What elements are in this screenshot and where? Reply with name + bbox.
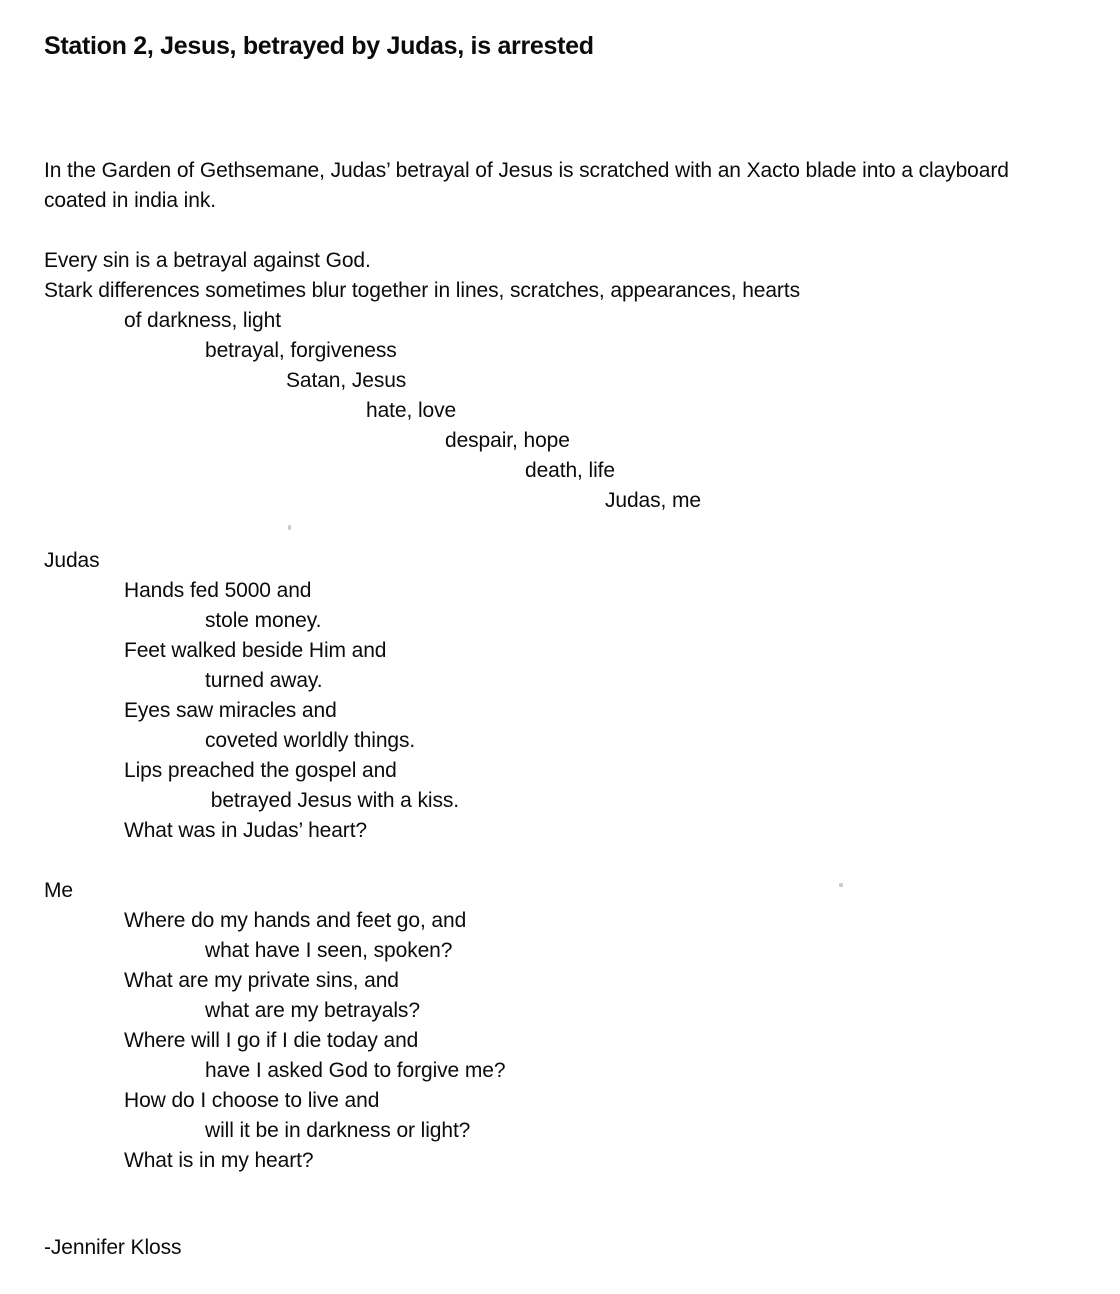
scan-speck — [288, 525, 291, 530]
poem-line: Eyes saw miracles and — [124, 699, 337, 722]
poem-line: of darkness, light — [124, 309, 281, 332]
stanza-contrasts — [44, 246, 1100, 516]
poem-line: Judas, me — [605, 489, 701, 512]
signature-block — [44, 1233, 1100, 1263]
poem-line: despair, hope — [445, 429, 570, 452]
poem-line: What was in Judas’ heart? — [124, 819, 368, 842]
me-heading: Me — [44, 879, 73, 902]
poem-line: what have I seen, spoken? — [205, 939, 453, 962]
poem-line: betrayal, forgiveness — [205, 339, 397, 362]
intro-paragraph — [44, 156, 1100, 216]
poem-line: betrayed Jesus with a kiss. — [205, 789, 459, 812]
intro-line-2: coated in india ink. — [44, 189, 216, 212]
poem-line: Satan, Jesus — [286, 369, 407, 392]
poem-line: Every sin is a betrayal against God. — [44, 249, 371, 272]
judas-heading: Judas — [44, 549, 100, 572]
document-title: Station 2, Jesus, betrayed by Judas, is arrested — [44, 32, 594, 60]
poem-line: coveted worldly things. — [205, 729, 416, 752]
poem-line: What are my private sins, and — [124, 969, 399, 992]
poem-line: Stark differences sometimes blur together in lines, scratches, appearances, hearts — [44, 279, 800, 302]
poem-line: Lips preached the gospel and — [124, 759, 397, 782]
poem-line: What is in my heart? — [124, 1149, 314, 1172]
stanza-me — [44, 876, 1100, 1176]
poem-line: what are my betrayals? — [205, 999, 420, 1022]
poem-line: will it be in darkness or light? — [205, 1119, 471, 1142]
judas-lines — [44, 576, 1100, 846]
poem-line: How do I choose to live and — [124, 1089, 380, 1112]
intro-line-1: In the Garden of Gethsemane, Judas’ betrayal of Jesus is scratched with an Xacto blade into a clayboard — [44, 159, 1009, 182]
poem-line: have I asked God to forgive me? — [205, 1059, 506, 1082]
poem-line: Feet walked beside Him and — [124, 639, 387, 662]
poem-line: turned away. — [205, 669, 323, 692]
scan-speck — [839, 883, 843, 887]
contrasts-lines — [44, 246, 1100, 516]
poem-line: Where do my hands and feet go, and — [124, 909, 467, 932]
poem-line: Hands fed 5000 and — [124, 579, 312, 602]
me-lines — [44, 906, 1100, 1176]
author-signature: -Jennifer Kloss — [44, 1236, 182, 1259]
poem-line: death, life — [525, 459, 615, 482]
poem-line: stole money. — [205, 609, 322, 632]
stanza-judas — [44, 546, 1100, 846]
poem-line: hate, love — [366, 399, 457, 422]
poem-line: Where will I go if I die today and — [124, 1029, 419, 1052]
